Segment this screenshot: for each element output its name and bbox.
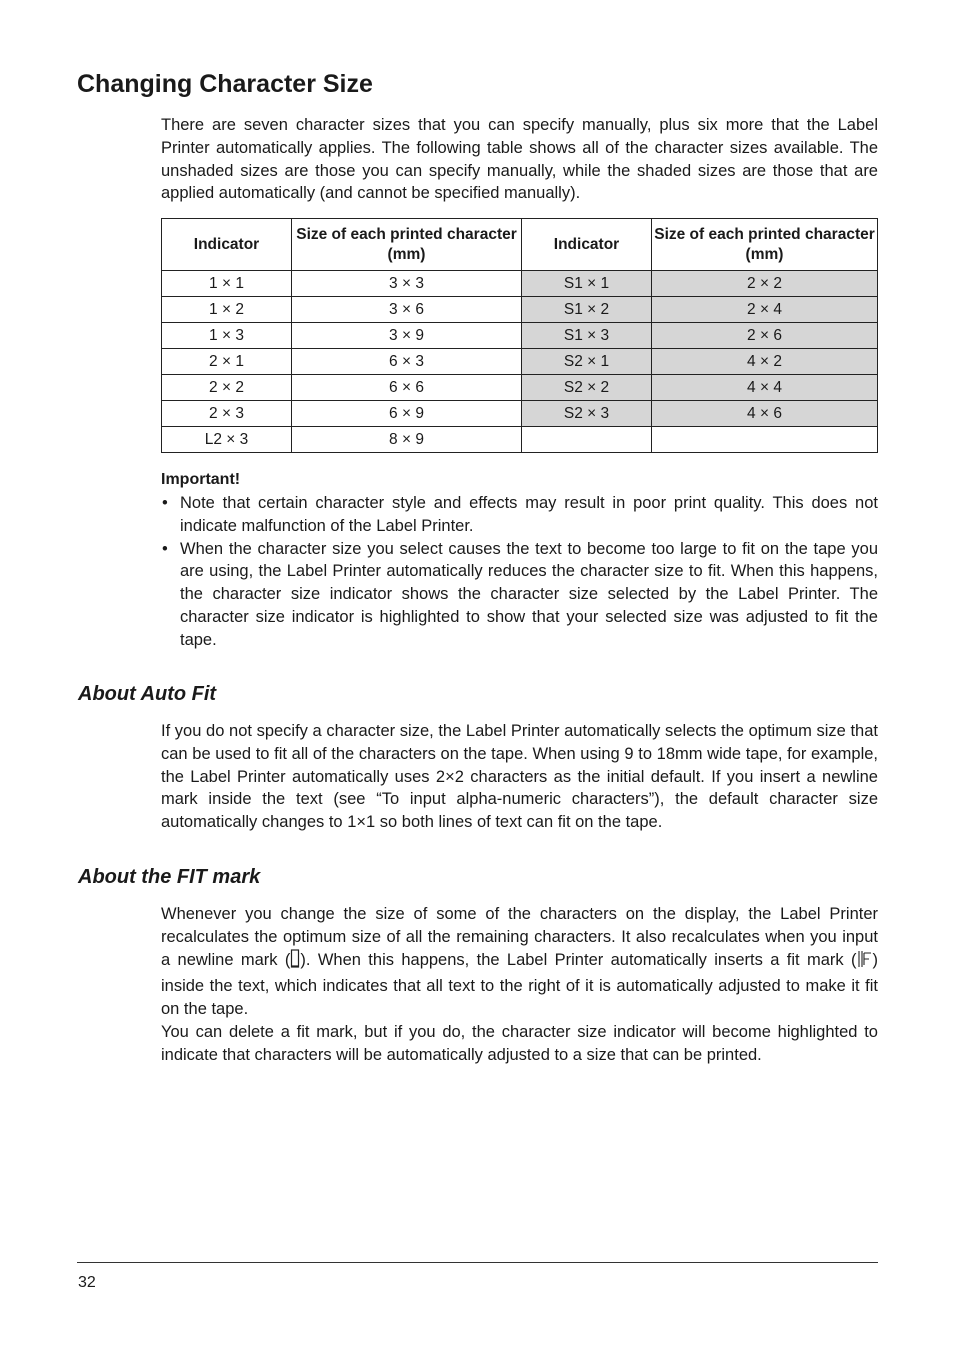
- table-cell-shaded: 4 × 6: [652, 401, 878, 427]
- list-item-text: Note that certain character style and effects may result in poor print quality. This does not indicate malfunction of the Label Printer.: [180, 494, 878, 535]
- table-cell: 3 × 3: [292, 271, 522, 297]
- table-cell-shaded: 2 × 6: [652, 323, 878, 349]
- fit-mark-text-a: Whenever you change the size of some of the characters on the display, the Label Printer recalculates the optimum size of all the remaining characters. It also recalculates when you input a newline mark (: [161, 905, 878, 969]
- list-item: [161, 538, 878, 652]
- table-cell-shaded: S2 × 1: [522, 349, 652, 375]
- table-header-cell: Size of each printed character (mm): [292, 219, 522, 271]
- table-cell-empty: [522, 427, 652, 453]
- list-item: [161, 492, 878, 538]
- table-cell-shaded: S2 × 2: [522, 375, 652, 401]
- table-header-cell: Indicator: [162, 219, 292, 271]
- table-cell: 1 × 3: [162, 323, 292, 349]
- newline-mark-icon: [290, 949, 300, 976]
- table-cell: 8 × 9: [292, 427, 522, 453]
- table-row: [162, 375, 878, 401]
- table-cell: 2 × 3: [162, 401, 292, 427]
- table-row: [162, 297, 878, 323]
- important-heading: Important!: [161, 471, 241, 488]
- fit-mark-paragraph-2: You can delete a fit mark, but if you do, the character size indicator will become highlighted to indicate that characters will be automatically adjusted to a size that can be printed.: [161, 1022, 878, 1064]
- bullet-icon: •: [162, 539, 168, 558]
- table-cell-shaded: 4 × 2: [652, 349, 878, 375]
- fit-mark-text-c: ) inside the text, which indicates that all text to the right of it is automatically adjusted to make it fit on the tape.: [161, 950, 878, 1019]
- table-cell-shaded: 4 × 4: [652, 375, 878, 401]
- page-number: 32: [78, 1274, 96, 1291]
- important-list: [161, 492, 878, 652]
- table-cell: L2 × 3: [162, 427, 292, 453]
- table-cell: 2 × 1: [162, 349, 292, 375]
- character-size-table: [161, 218, 878, 453]
- table-cell-shaded: S2 × 3: [522, 401, 652, 427]
- table-cell: 6 × 9: [292, 401, 522, 427]
- table-header-cell: Size of each printed character (mm): [652, 219, 878, 271]
- table-row: [162, 271, 878, 297]
- table-cell-shaded: S1 × 1: [522, 271, 652, 297]
- fit-mark-text-b: ). When this happens, the Label Printer automatically inserts a fit mark (: [300, 950, 857, 969]
- table-cell-shaded: 2 × 2: [652, 271, 878, 297]
- table-cell-shaded: S1 × 3: [522, 323, 652, 349]
- table-row: [162, 401, 878, 427]
- table-header-row: [162, 219, 878, 271]
- table-cell-shaded: 2 × 4: [652, 297, 878, 323]
- fit-mark-heading: About the FIT mark: [78, 866, 261, 888]
- table-cell: 1 × 1: [162, 271, 292, 297]
- fit-mark-icon: [857, 949, 873, 976]
- fit-mark-paragraph: [161, 903, 878, 1067]
- table-cell: 1 × 2: [162, 297, 292, 323]
- footer-divider: [77, 1262, 878, 1263]
- table-row: [162, 349, 878, 375]
- page-title: Changing Character Size: [77, 70, 373, 98]
- table-row: [162, 323, 878, 349]
- table-header-cell: Indicator: [522, 219, 652, 271]
- table-row: [162, 427, 878, 453]
- table-cell: 3 × 6: [292, 297, 522, 323]
- bullet-icon: •: [162, 494, 168, 512]
- table-cell: 6 × 6: [292, 375, 522, 401]
- table-cell: 2 × 2: [162, 375, 292, 401]
- intro-paragraph: There are seven character sizes that you can specify manually, plus six more that the Label Printer automatically applies. The following table shows all of the character sizes available. The unshaded sizes are those you can specify manually, while the shaded sizes are those that are applied automatically (and cannot be specified manually).: [161, 116, 878, 203]
- list-item-text: When the character size you select causes the text to become too large to fit on the tape you are using, the Label Printer automatically reduces the character size to fit. When this happens, the character size indicator shows the character size selected by the Label Printer. The character size indicator is highlighted to show that your selected size was adjusted to fit the tape.: [180, 539, 878, 649]
- auto-fit-paragraph: If you do not specify a character size, the Label Printer automatically selects the optimum size that can be used to fit all of the characters on the tape. When using 9 to 18mm wide tape, for example, the Label Printer automatically uses 2×2 characters as the initial default. If you insert a newline mark inside the text (see “To input alpha-numeric characters”), the default character size automatically changes to 1×1 so both lines of text can fit on the tape.: [161, 722, 878, 832]
- table-cell: 6 × 3: [292, 349, 522, 375]
- auto-fit-heading: About Auto Fit: [78, 683, 217, 705]
- table-cell: 3 × 9: [292, 323, 522, 349]
- table-cell-shaded: S1 × 2: [522, 297, 652, 323]
- table-cell-empty: [652, 427, 878, 453]
